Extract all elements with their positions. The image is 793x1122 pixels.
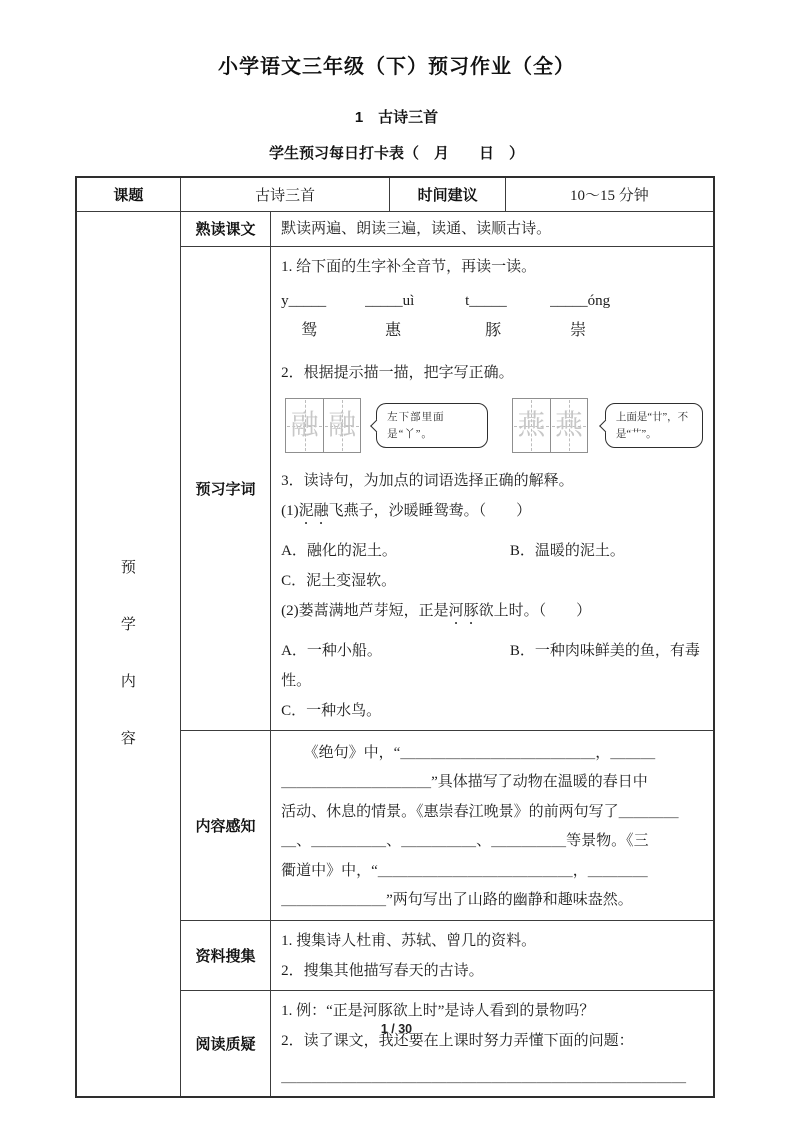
fill-blank-line: 活动、休息的情景。《惠崇春江晚景》的前两句写了＿＿＿＿ (281, 803, 679, 820)
time-value-cell: 10～15 分钟 (505, 177, 714, 211)
read-aloud-row (76, 211, 714, 246)
preview-worksheet-table (75, 176, 715, 1098)
option-a: A．一种小船。 (281, 642, 382, 659)
sentence-rest: 欲上时。（ ） (478, 602, 592, 619)
vertical-char: 学 (120, 616, 136, 633)
trace-character: 融 (328, 409, 357, 441)
research-item: 1. 搜集诗人杜甫、苏轼、曾几的资料。 (281, 932, 537, 949)
fill-blank-line: ＿＿＿＿＿＿＿＿＿＿”具体描写了动物在温暖的春日中 (281, 774, 648, 790)
options-ab-1 (281, 536, 703, 566)
subject-label-cell: 课题 (76, 177, 180, 211)
pinyin-blank: t_____ (465, 292, 507, 309)
preview-content-vertical-cell (76, 211, 180, 1097)
trace-cell (323, 399, 360, 452)
answer-blank-line: ＿＿＿＿＿＿＿＿＿＿＿＿＿＿＿＿＿＿＿＿＿＿＿＿＿＿＿ (281, 1068, 687, 1085)
option-a: A．融化的泥土。 (281, 542, 397, 559)
daily-checkin-subtitle: 学生预习每日打卡表（ 月 日 ） (268, 145, 524, 162)
lesson-title: 1 古诗三首 (354, 109, 439, 126)
trace-character: 燕 (517, 409, 546, 441)
sentence-pre: (1) (281, 502, 299, 519)
character: 惠 (385, 321, 402, 339)
sentence-rest: 飞燕子，沙暖睡鸳鸯。（ ） (328, 502, 532, 519)
read-aloud-content: 默读两遍、朗读三遍，读通、读顺古诗。 (271, 211, 714, 246)
trace-cell (550, 399, 587, 452)
vocab-q1: 1. 给下面的生字补全音节，再读一读。 (281, 258, 537, 275)
document-title: 小学语文三年级（下）预习作业（全） (218, 56, 575, 78)
character: 豚 (485, 321, 502, 339)
trace-practice-row (281, 396, 703, 456)
vertical-char: 内 (120, 673, 136, 690)
tip-bubble-rong: 左下部里面是“丫”。 (376, 403, 488, 449)
fill-blank-line: 《绝句》中，“＿＿＿＿＿＿＿＿＿＿＿＿＿，＿＿＿ (281, 744, 656, 761)
research-item: 2．搜集其他描写春天的古诗。 (281, 962, 484, 979)
option-c-1: C．泥土变湿软。 (281, 572, 397, 589)
character-row (281, 316, 703, 346)
time-label-cell: 时间建议 (390, 177, 505, 211)
pinyin-fill-row (281, 288, 703, 314)
trace-grid-rong (285, 398, 361, 453)
questioning-label: 阅读质疑 (180, 990, 270, 1097)
vertical-char: 容 (120, 730, 136, 747)
vertical-char: 预 (120, 559, 136, 576)
questioning-content (271, 990, 714, 1097)
trace-character: 融 (290, 409, 319, 441)
read-aloud-label: 熟读课文 (180, 211, 270, 246)
option-b: B．一种肉味鲜美的鱼，有毒性。 (281, 642, 700, 689)
emphasized-word: 泥融 (298, 502, 329, 519)
trace-cell (286, 399, 323, 452)
vocab-q2: 2．根据提示描一描，把字写正确。 (281, 364, 514, 381)
fill-blank-line: ＿＿＿＿＿＿＿”两句写出了山路的幽静和趣味盎然。 (281, 892, 633, 908)
fill-blank-line: 衢道中》中，“＿＿＿＿＿＿＿＿＿＿＿＿＿，＿＿＿＿ (281, 862, 648, 879)
trace-grid-yan (512, 398, 588, 453)
character: 崇 (570, 321, 587, 339)
fill-blank-line: ＿、＿＿＿＿＿、＿＿＿＿＿、＿＿＿＿＿等景物。《三 (281, 833, 649, 849)
emphasized-word: 河豚 (448, 602, 479, 619)
comprehension-content (271, 730, 714, 920)
research-label: 资料搜集 (180, 920, 270, 990)
vocab-content (271, 246, 714, 730)
vocab-label: 预习字词 (180, 246, 270, 730)
comprehension-label: 内容感知 (180, 730, 270, 920)
questioning-item: 1. 例：“正是河豚欲上时”是诗人看到的景物吗？ (281, 1002, 595, 1019)
trace-character: 燕 (554, 409, 583, 441)
options-ab-2 (281, 636, 703, 696)
subject-value-cell: 古诗三首 (180, 177, 390, 211)
option-b: B．温暖的泥土。 (509, 542, 625, 559)
vocab-q3: 3．读诗句，为加点的词语选择正确的解释。 (281, 472, 574, 489)
pinyin-blank: y_____ (281, 292, 327, 309)
trace-cell (513, 399, 550, 452)
poem-sentence-2 (281, 596, 703, 628)
tip-bubble-yan: 上面是“廿”，不是“艹”。 (605, 403, 703, 449)
research-content (271, 920, 714, 990)
page-number: 1 / 30 (380, 1022, 413, 1036)
table-header-row (76, 177, 714, 211)
sentence-pre: (2)蒌蒿满地芦芽短，正是 (281, 602, 449, 619)
questioning-item: 2．读了课文，我还要在上课时努力弄懂下面的问题： (281, 1032, 634, 1049)
option-c-2: C．一种水鸟。 (281, 702, 382, 719)
poem-sentence-1 (281, 496, 703, 528)
pinyin-blank: _____óng (550, 292, 611, 309)
character: 鸳 (301, 321, 318, 339)
pinyin-blank: _____uì (365, 292, 415, 309)
